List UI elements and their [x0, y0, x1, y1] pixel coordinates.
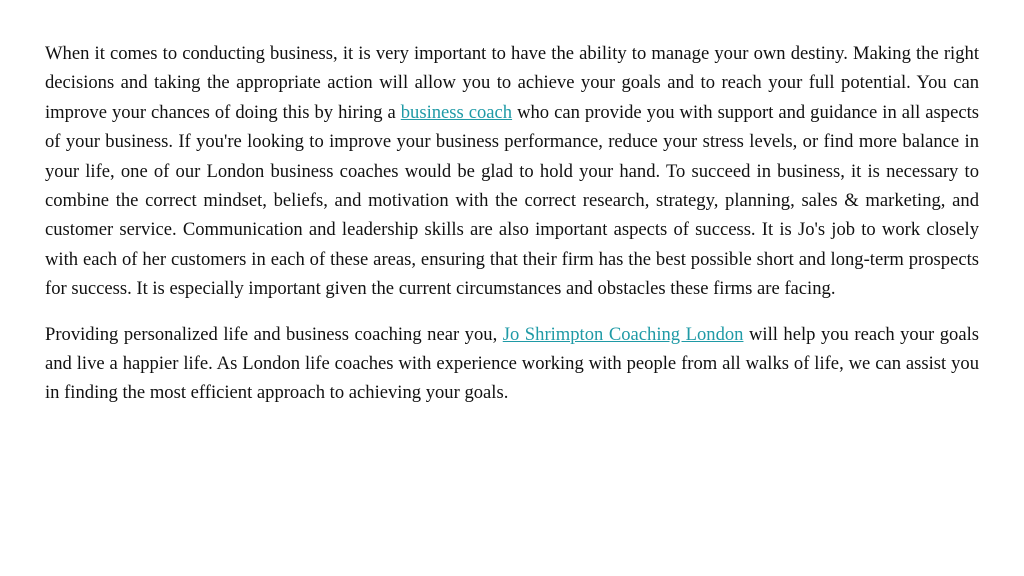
business-coach-link[interactable]: business coach: [400, 101, 513, 123]
paragraph-text: When it comes to conducting business, it is very important to have the ability to manage your own destiny. Making the right decisions and taking the appropriate action will allow you to achieve your goals and to reach your full potential. You can improve your chances of doing this by hiring a: [45, 43, 979, 123]
paragraph-business-coaching: [45, 39, 979, 304]
paragraph-life-coaching: [45, 320, 979, 408]
paragraph-text: who can provide you with support and guidance in all aspects of your business. If you're looking to improve your business performance, reduce your stress levels, or find more balance in your life, one of our London business coaches would be glad to hold your hand. To succeed in business, it is necessary to combine the correct mindset, beliefs, and motivation with the correct research, strategy, planning, sales & marketing, and customer service. Communication and leadership skills are also important aspects of success. It is Jo's job to work closely with each of her customers in each of these areas, ensuring that their firm has the best possible short and long-term prospects for success. It is especially important given the current circumstances and obstacles these firms are facing.: [45, 101, 979, 300]
paragraph-text: Providing personalized life and business coaching near you,: [45, 323, 503, 345]
jo-shrimpton-coaching-link[interactable]: Jo Shrimpton Coaching London: [502, 323, 744, 345]
paragraph-text: will help you reach your goals and live a happier life. As London life coaches with experience working with people from all walks of life, we can assist you in finding the most efficient approach to achieving your goals.: [45, 323, 979, 404]
